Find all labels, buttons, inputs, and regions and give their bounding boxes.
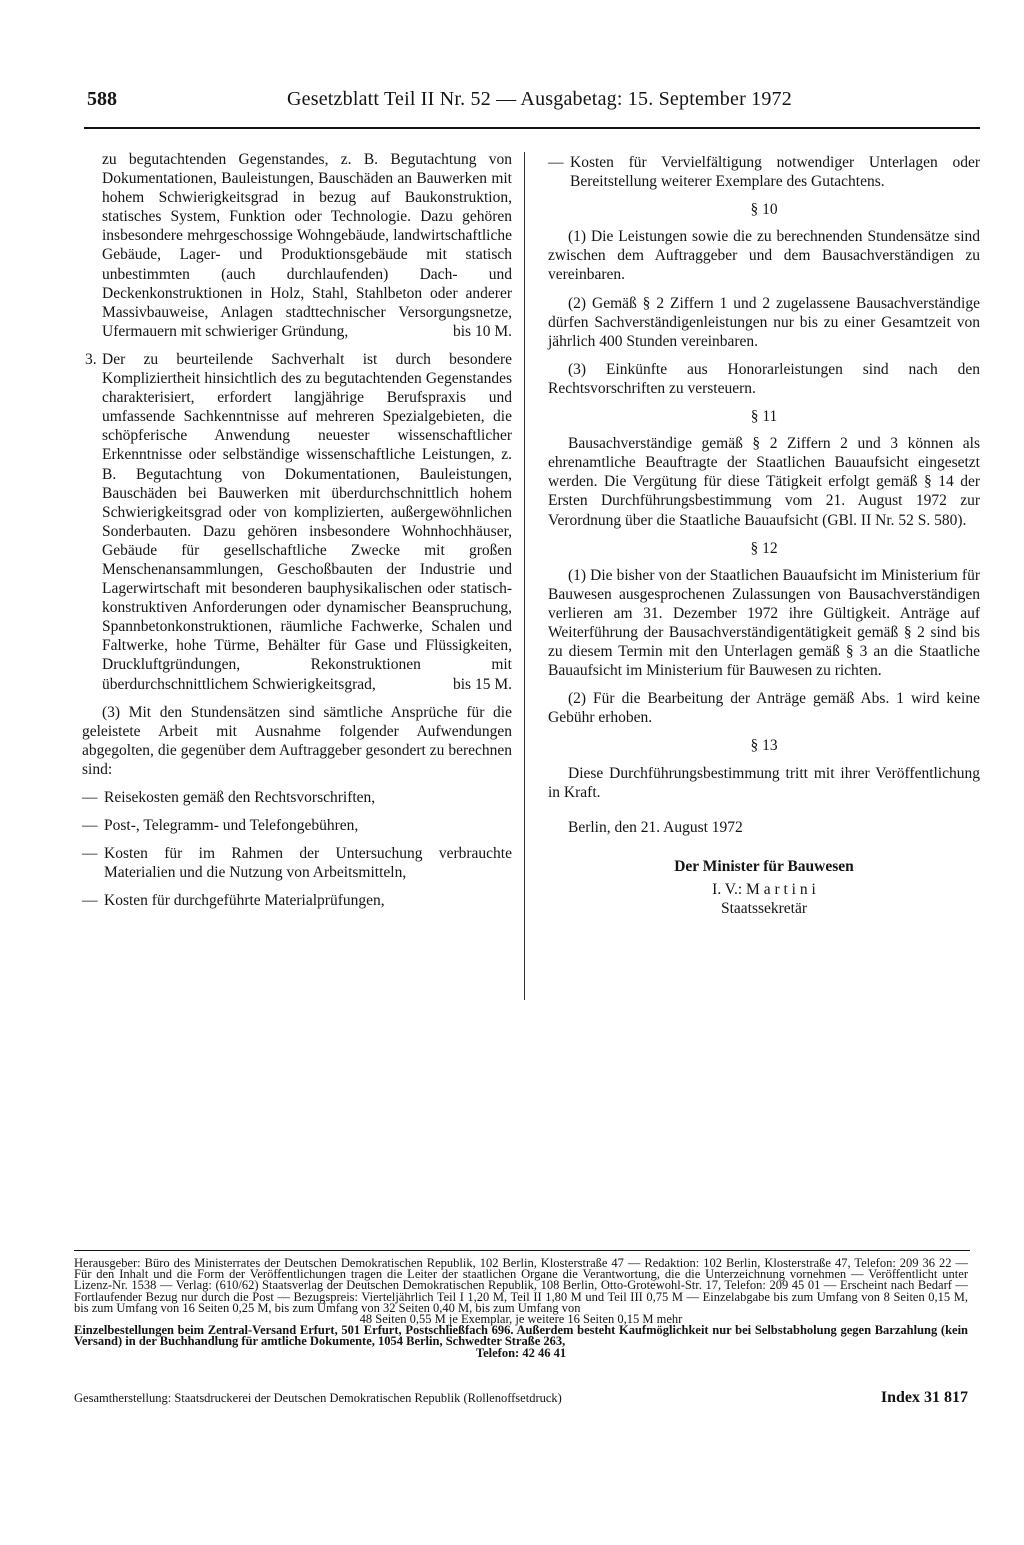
- signoff-date: Berlin, den 21. August 1972: [568, 818, 743, 836]
- expense-item: [82, 891, 512, 910]
- expense-item: [548, 153, 980, 191]
- order-info: Einzelbestellungen beim Zentral-Versand Erfurt, 501 Erfurt, Postschließfach 696. Außerdem besteht Kaufmöglichkeit nur bei Selbstabholung gegen Barzahlung (kein Versand) in der Buchhandlung für amtliche Dokumente, 1054 Berlin, Schwedter Straße 263,: [74, 1323, 968, 1349]
- left-column: [82, 150, 512, 919]
- signatory-role: Staatssekretär: [720, 900, 808, 917]
- list-number: 3.: [85, 350, 97, 368]
- section-heading-11: § 11: [750, 408, 778, 426]
- list-item-text: Der zu beurteilende Sachverhalt ist durch besondere Kompliziertheit hinsichtlich des zu begutachtenden Gegenstandes charakterisiert, erfordert langjährige Berufspraxis und umfassende Sachkenntnisse auf mehreren Spezialgebieten, die schöpferische Anwendung neuester wissenschaftlicher Erkenntnisse oder selbständige wissenschaftliche Leistungen, z. B. Begutachtung von Dokumentationen, Bauleistungen, Bauschäden bei Bauwerken mit überdurchschnittlich hohem Schwierigkeitsgrad oder von komplizierten, außergewöhnlichen Sonderbauten. Dazu gehören insbesondere Wohnhochhäuser, Gebäude für gesellschaftliche Zwecke mit großen Menschenansammlungen, Geschoßbauten der Industrie und Lagerwirtschaft mit besonderen bauphysikalischen oder statisch-konstruktiven Anforderungen oder dynamischer Beanspruchung, Spannbetonkonstruktionen, räumliche Fachwerke, Schalen und Faltwerke, hohe Türme, Behälter für Gase und Flüssigkeiten, Druckluftgründungen, Rekonstruktionen mit überdurchschnittlichem Schwierigkeitsgrad,: [102, 350, 512, 693]
- expense-item: [82, 816, 512, 835]
- signatory-name: I. V.: M a r t i n i: [712, 880, 816, 898]
- printer-line: [74, 1391, 968, 1406]
- header-divider: [84, 127, 980, 129]
- expense-text: Kosten für durchgeführte Materialprüfungen,: [104, 892, 385, 910]
- section-11-paragraph: Bausachverständige gemäß § 2 Ziffern 2 und 3 können als ehrenamtliche Beauftragte der Staatlichen Bauaufsicht eingesetzt werden. Die Vergütung für diese Tätigkeit erfolgt gemäß § 14 der Ersten Durchführungsbestimmung vom 21. August 1972 zur Verordnung über die Staatliche Bauaufsicht (GBl. II Nr. 52 S. 580).: [548, 435, 980, 529]
- expense-item: [82, 844, 512, 882]
- dash-marker: —: [82, 817, 98, 835]
- header-title: Gesetzblatt Teil II Nr. 52 — Ausgabetag: 15. September 1972: [287, 88, 792, 110]
- fee-amount: bis 15 M.: [453, 675, 512, 693]
- imprint-text: Herausgeber: Büro des Ministerrates der Deutschen Demokratischen Republik, 102 Berlin, Klosterstraße 47 — Redaktion: 102 Berlin, Klosterstraße 47, Telefon: 209 36 22 — Für den Inhalt und die Form der Veröffentlichungen tragen die Leiter der staatlichen Organe die Verantwortung, die die Unterzeichnung vornehmen — Veröffentlicht unter Lizenz-Nr. 1538 — Verlag: (610/62) Staatsverlag der Deutschen Demokratischen Republik, 108 Berlin, Otto-Grotewohl-Str. 17, Telefon: 209 45 01 — Erscheint nach Bedarf — Fortlaufender Bezug nur durch die Post — Bezugspreis: Vierteljährlich Teil I 1,20 M, Teil II 1,80 M und Teil III 0,75 M — Einzelabgabe bis zum Umfang von 8 Seiten 0,15 M, bis zum Umfang von 16 Seiten 0,25 M, bis zum Umfang von 32 Seiten 0,40 M, bis zum Umfang von: [74, 1256, 968, 1315]
- footer-divider: [74, 1250, 970, 1251]
- section-10-paragraph-3: (3) Einkünfte aus Honorarleistungen sind nach den Rechtsvorschriften zu versteuern.: [548, 360, 980, 397]
- section-heading-13: § 13: [750, 737, 778, 755]
- section-13-paragraph: Diese Durchführungsbestimmung tritt mit ihrer Veröffentlichung in Kraft.: [548, 764, 980, 801]
- page-header: [87, 88, 977, 120]
- continued-text: zu begutachtenden Gegenstandes, z. B. Begutachtung von Dokumentationen, Bauleistungen, Bauschäden an Bauwerken mit hohem Schwierigkeitsgrad in bezug auf Baukonstruktion, statisches System, Funktion oder Technologie. Dazu gehören insbesondere mehrgeschossige Wohngebäude, landwirtschaftliche Gebäude, Lager- und Produktionsgebäude mit statisch unbestimmten (auch durchlaufenden) Dach- und Deckenkonstruktionen in Holz, Stahl, Stahlbeton oder anderer Massivbauweise, Anlagen stadttechnischer Versorgungsnetze, Ufermauern mit schwieriger Gründung,: [102, 151, 512, 340]
- list-item-3: [82, 350, 512, 694]
- expense-item: [82, 788, 512, 807]
- fee-amount: bis 10 M.: [453, 322, 512, 340]
- dash-marker: —: [82, 789, 98, 806]
- section-12-paragraph-2: (2) Für die Bearbeitung der Anträge gemäß Abs. 1 wird keine Gebühr erhoben.: [548, 690, 980, 727]
- imprint: [74, 1258, 968, 1359]
- printer-text: Gesamtherstellung: Staatsdruckerei der Deutschen Demokratischen Republik (Rollenoffsetdruck): [74, 1391, 562, 1405]
- page-number: 588: [87, 88, 117, 110]
- expense-text: Reisekosten gemäß den Rechtsvorschriften,: [104, 789, 376, 806]
- index-number: Index 31 817: [880, 1389, 968, 1406]
- order-phone: Telefon: 42 46 41: [475, 1345, 567, 1360]
- paragraph-3: (3) Mit den Stundensätzen sind sämtliche Ansprüche für die geleistete Arbeit mit Ausnahme folgender Aufwendungen abgegolten, die gegenüber dem Auftraggeber gesondert zu berechnen sind:: [82, 703, 512, 778]
- section-10-paragraph-1: (1) Die Leistungen sowie die zu berechnenden Stundensätze sind zwischen dem Auftraggeber und dem Bausachverständigen zu vereinbaren.: [548, 228, 980, 284]
- right-column: [548, 153, 980, 918]
- section-heading-12: § 12: [750, 539, 778, 557]
- section-heading-10: § 10: [750, 201, 778, 219]
- imprint-text-end: 48 Seiten 0,55 M je Exemplar, je weitere 16 Seiten 0,15 M mehr: [359, 1312, 683, 1327]
- dash-marker: —: [548, 154, 564, 171]
- expense-text: Kosten für im Rahmen der Untersuchung verbrauchte Materialien und die Nutzung von Arbeitsmitteln,: [104, 845, 512, 882]
- section-12-paragraph-1: (1) Die bisher von der Staatlichen Bauaufsicht im Ministerium für Bauwesen ausgesprochenen Zulassungen von Bausachverständigen verlieren am 31. Dezember 1972 ihre Gültigkeit. Anträge auf Weiterführung der Bausachverständigentätigkeit gemäß § 2 sind bis zu diesem Termin mit den Unterlagen gemäß § 3 an die Staatliche Bauaufsicht im Ministerium für Bauwesen zu richten.: [548, 566, 980, 680]
- section-10-paragraph-2: (2) Gemäß § 2 Ziffern 1 und 2 zugelassene Bausachverständige dürfen Sachverständigenleistungen nur bis zu einer Gesamtzeit von jährlich 400 Stunden vereinbaren.: [548, 294, 980, 350]
- dash-marker: —: [82, 845, 98, 863]
- expense-text: Post-, Telegramm- und Telefongebühren,: [104, 817, 359, 835]
- dash-marker: —: [82, 892, 98, 910]
- column-divider: [524, 152, 525, 1000]
- expense-text: Kosten für Vervielfältigung notwendiger Unterlagen oder Bereitstellung weiterer Exemplare des Gutachtens.: [570, 154, 980, 191]
- continued-paragraph: [82, 150, 512, 341]
- signatory-title: Der Minister für Bauwesen: [674, 857, 854, 875]
